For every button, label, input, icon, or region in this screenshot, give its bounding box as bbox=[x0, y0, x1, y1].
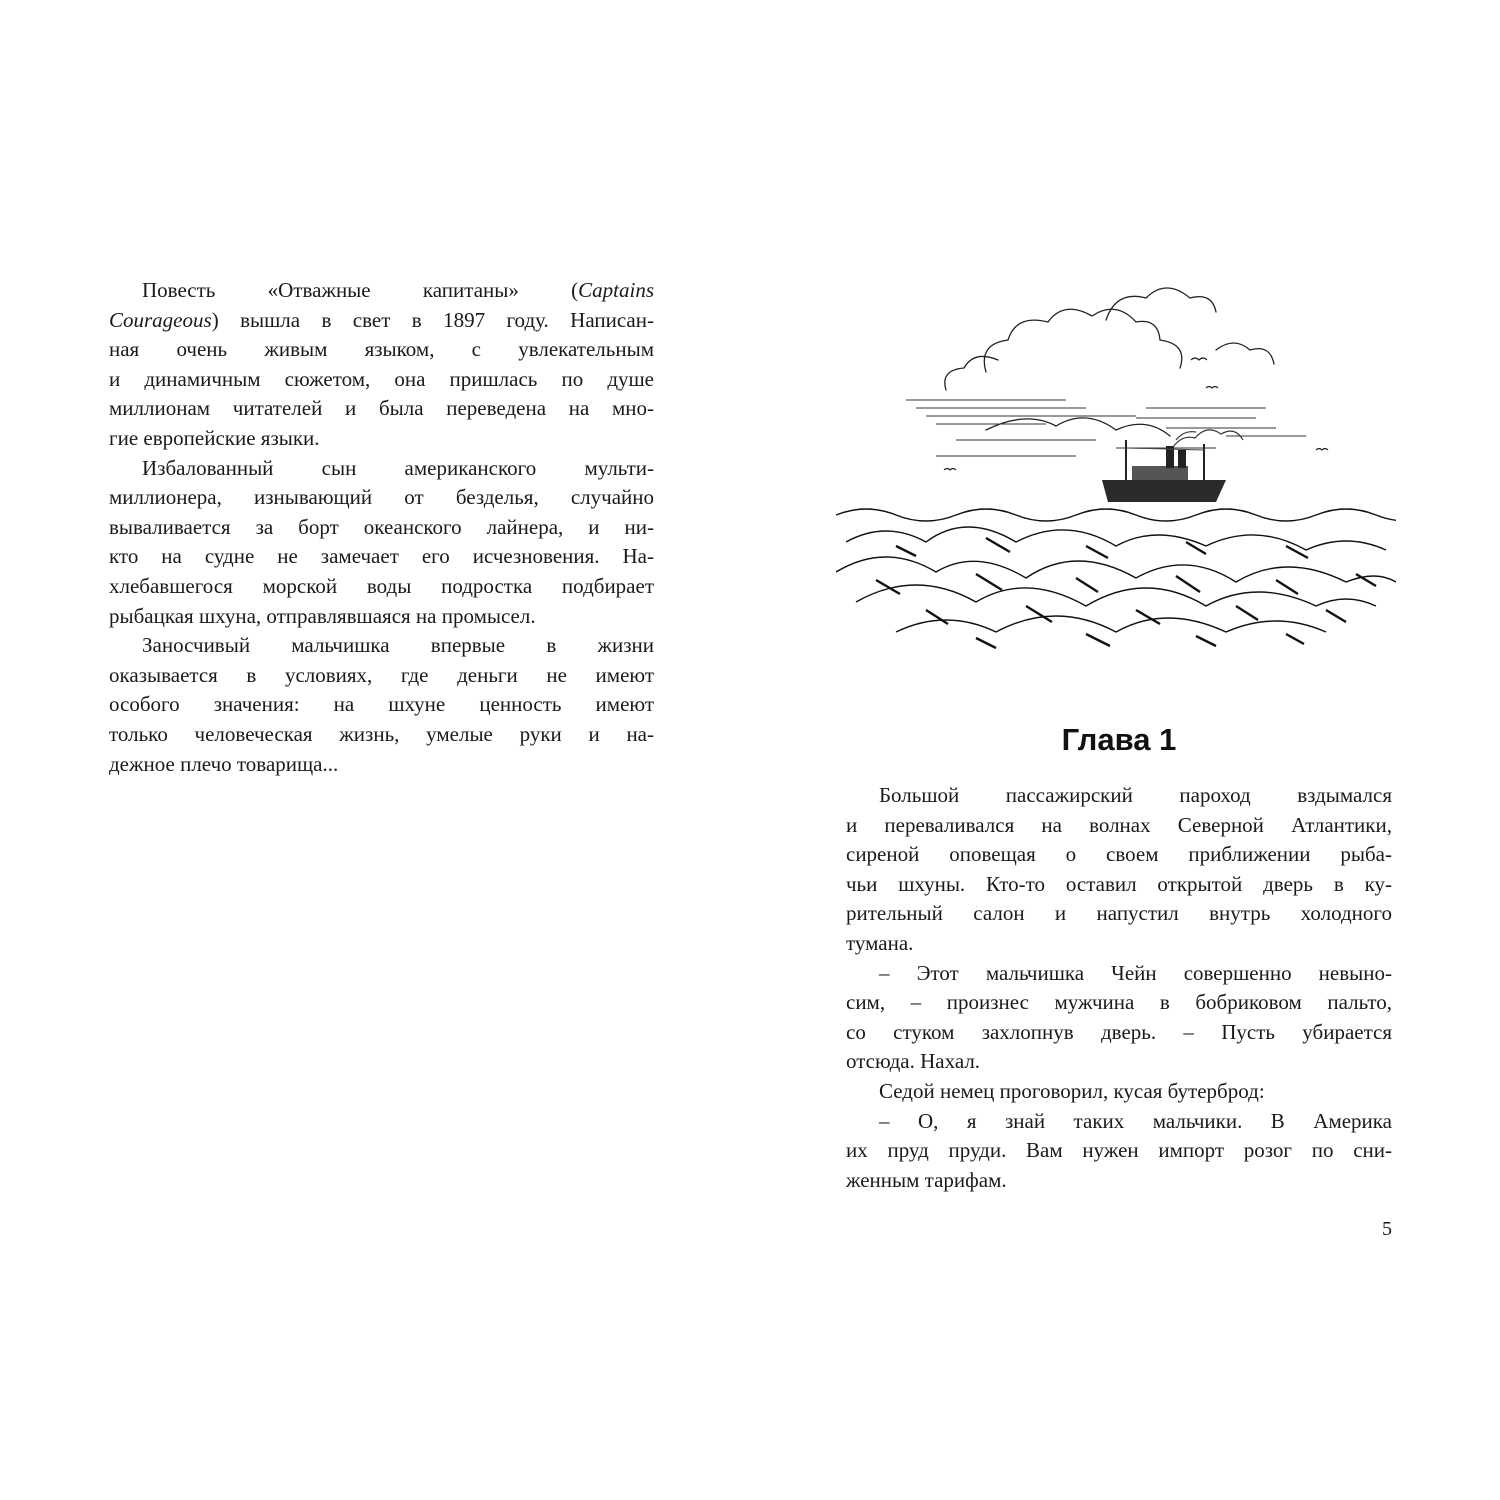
text-line: – О, я знай таких мальчики. В Америка bbox=[879, 1108, 1392, 1133]
text-line: гие европейские языки. bbox=[109, 425, 320, 450]
text-line: только человеческая жизнь, умелые руки и на- bbox=[109, 721, 654, 746]
text-line: Повесть «Отважные капитаны» (Captains bbox=[142, 278, 654, 302]
text-line: Заносчивый мальчишка впервые в жизни bbox=[142, 633, 654, 658]
text-line: миллионера, изнывающий от безделья, случайно bbox=[109, 485, 654, 510]
text-line: особого значения: на шхуне ценность имеют bbox=[109, 692, 654, 717]
text-line: Избалованный сын американского мульти- bbox=[142, 455, 654, 480]
text-line: дежное плечо товарища... bbox=[109, 751, 339, 776]
text-line: чьи шхуны. Кто-то оставил открытой дверь в ку- bbox=[846, 871, 1392, 896]
wave-shading bbox=[876, 538, 1376, 648]
birds bbox=[944, 358, 1328, 470]
text-line: сим, – произнес мужчина в бобриковом пальто, bbox=[846, 990, 1392, 1015]
page-number: 5 bbox=[1382, 1218, 1392, 1240]
text-line: Большой пассажирский пароход вздымался bbox=[879, 783, 1392, 807]
text-line: – Этот мальчишка Чейн совершенно невыно- bbox=[879, 960, 1392, 985]
text-line: рительный салон и напустил внутрь холодного bbox=[846, 901, 1392, 926]
text-line: оказывается в условиях, где деньги не имеют bbox=[109, 662, 654, 687]
text-line: тумана. bbox=[846, 930, 914, 955]
text-line: Courageous) вышла в свет в 1897 году. Написан- bbox=[109, 307, 654, 332]
text-line: и динамичным сюжетом, она пришлась по душе bbox=[109, 366, 654, 391]
text-line: со стуком захлопнув дверь. – Пусть убирается bbox=[846, 1019, 1392, 1044]
ship bbox=[1102, 440, 1226, 502]
chapter-title: Глава 1 bbox=[1061, 722, 1177, 757]
text-line: вываливается за борт океанского лайнера, и ни- bbox=[109, 514, 654, 539]
clouds bbox=[945, 288, 1274, 436]
right-page-text bbox=[846, 781, 1392, 1195]
text-line: миллионам читателей и была переведена на мно- bbox=[109, 396, 654, 421]
text-line: и переваливался на волнах Северной Атлантики, bbox=[846, 812, 1392, 837]
text-line: сиреной оповещая о своем приближении рыба- bbox=[846, 842, 1392, 867]
left-page-text bbox=[109, 276, 654, 779]
text-line: отсюда. Нахал. bbox=[846, 1049, 981, 1074]
text-line: хлебавшегося морской воды подростка подбирает bbox=[109, 573, 654, 598]
text-line: рыбацкая шхуна, отправлявшаяся на промысел. bbox=[109, 603, 536, 628]
text-line: Седой немец проговорил, кусая бутерброд: bbox=[879, 1078, 1265, 1103]
waves bbox=[836, 509, 1396, 632]
ship-at-sea-illustration bbox=[836, 280, 1396, 652]
smoke bbox=[1171, 430, 1243, 450]
sky-hatching bbox=[906, 400, 1306, 456]
text-line: их пруд пруди. Вам нужен импорт розог по сни- bbox=[846, 1138, 1392, 1163]
text-line: кто на судне не замечает его исчезновения. На- bbox=[109, 544, 654, 569]
text-line: ная очень живым языком, с увлекательным bbox=[109, 337, 654, 362]
text-line: женным тарифам. bbox=[846, 1167, 1007, 1192]
